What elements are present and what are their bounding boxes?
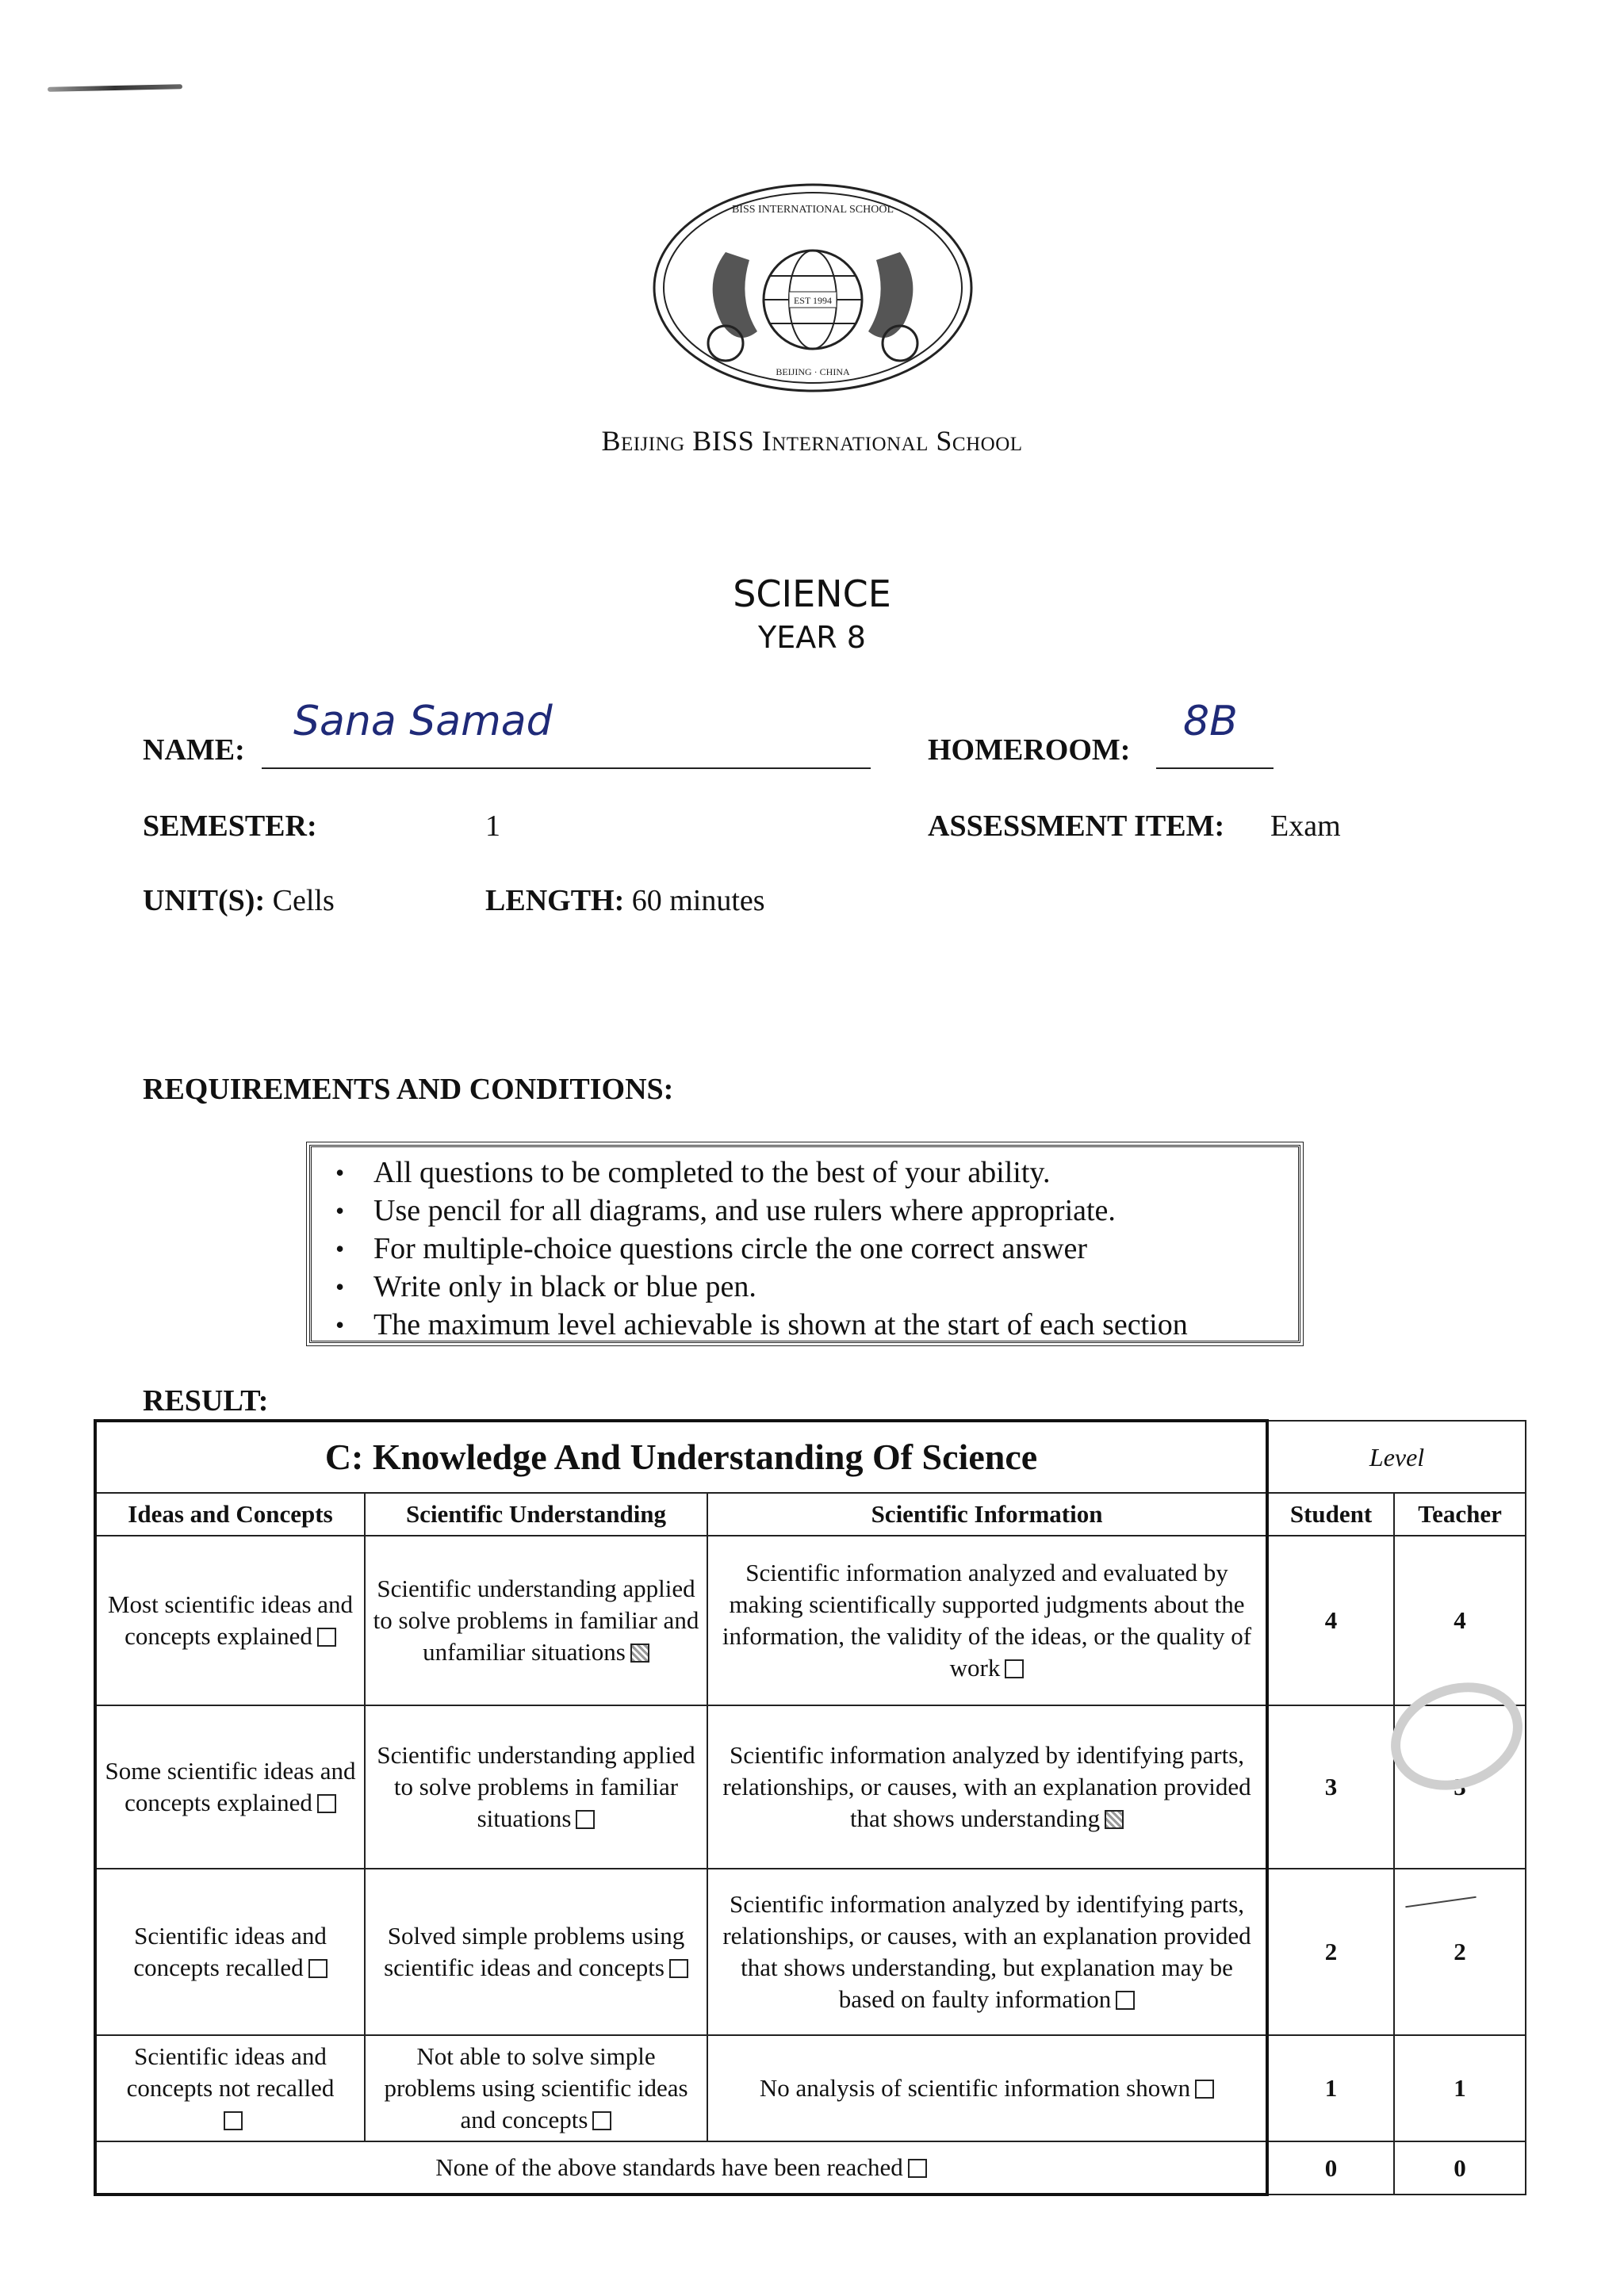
requirement-item: • The maximum level achievable is shown at the start of each section bbox=[326, 1306, 1298, 1344]
checkbox[interactable] bbox=[224, 2111, 243, 2130]
understanding-text: Scientific understanding applied to solve problems in familiar situations bbox=[377, 1741, 695, 1832]
understanding-cell bbox=[365, 1869, 707, 2035]
checkbox[interactable] bbox=[576, 1810, 595, 1829]
information-text: No analysis of scientific information shown bbox=[759, 2074, 1191, 2102]
information-cell bbox=[707, 1869, 1267, 2035]
level-header: Level bbox=[1267, 1421, 1526, 1493]
checkbox[interactable] bbox=[669, 1959, 688, 1978]
student-level: 4 bbox=[1267, 1536, 1394, 1705]
requirement-item: • All questions to be completed to the best of your ability. bbox=[326, 1154, 1298, 1192]
teacher-level: 4 bbox=[1394, 1536, 1526, 1705]
school-crest-logo bbox=[650, 181, 975, 395]
criterion-title: C: Knowledge And Understanding Of Science bbox=[95, 1421, 1267, 1493]
student-level: 3 bbox=[1267, 1705, 1394, 1869]
checkbox[interactable] bbox=[317, 1794, 336, 1813]
col-ideas-header: Ideas and Concepts bbox=[95, 1493, 365, 1536]
crest-bottom-text: BEIJING · CHINA bbox=[776, 366, 850, 377]
checkbox[interactable] bbox=[1116, 1991, 1135, 2010]
table-row bbox=[95, 1869, 1526, 2035]
semester-value: 1 bbox=[485, 809, 500, 843]
ideas-text: Scientific ideas and concepts recalled bbox=[133, 1922, 327, 1981]
information-text: Scientific information analyzed by identifying parts, relationships, or causes, with an explanation provided that shows understanding bbox=[722, 1741, 1251, 1832]
information-text: Scientific information analyzed and evaluated by making scientifically supported judgments about the information, the validity of the ideas, or the quality of work bbox=[722, 1559, 1252, 1682]
none-reached-text: None of the above standards have been reached bbox=[435, 2153, 903, 2181]
ideas-text: Scientific ideas and concepts not recalled bbox=[126, 2042, 335, 2102]
information-cell bbox=[707, 2035, 1267, 2141]
ideas-text: Most scientific ideas and concepts explained bbox=[107, 1590, 354, 1650]
ideas-cell bbox=[95, 1869, 365, 2035]
semester-label: SEMESTER: bbox=[143, 809, 317, 843]
rubric-table bbox=[94, 1419, 1526, 2196]
ideas-cell bbox=[95, 2035, 365, 2141]
name-underline bbox=[262, 767, 871, 769]
table-row bbox=[95, 2035, 1526, 2141]
understanding-text: Not able to solve simple problems using scientific ideas and concepts bbox=[384, 2042, 688, 2133]
requirements-list bbox=[312, 1147, 1298, 1344]
understanding-text: Solved simple problems using scientific ideas and concepts bbox=[384, 1922, 685, 1981]
requirement-item: • For multiple-choice questions circle the one correct answer bbox=[326, 1230, 1298, 1268]
year-level: YEAR 8 bbox=[758, 620, 866, 655]
length-label: LENGTH: bbox=[485, 884, 625, 917]
checkbox[interactable] bbox=[317, 1628, 336, 1647]
ideas-cell bbox=[95, 1705, 365, 1869]
information-cell bbox=[707, 1705, 1267, 1869]
checkbox[interactable] bbox=[592, 2111, 611, 2130]
table-row bbox=[95, 2141, 1526, 2195]
checkbox[interactable] bbox=[1005, 1659, 1024, 1678]
length-row bbox=[485, 883, 765, 918]
understanding-cell bbox=[365, 1536, 707, 1705]
assessment-value: Exam bbox=[1270, 809, 1341, 843]
checkbox-marked[interactable] bbox=[1105, 1810, 1124, 1829]
table-row bbox=[95, 1536, 1526, 1705]
none-reached-cell bbox=[95, 2141, 1267, 2195]
requirement-item: • Use pencil for all diagrams, and use rulers where appropriate. bbox=[326, 1192, 1298, 1230]
teacher-level: 2 bbox=[1394, 1869, 1526, 2035]
student-level: 1 bbox=[1267, 2035, 1394, 2141]
understanding-text: Scientific understanding applied to solve problems in familiar and unfamiliar situations bbox=[373, 1575, 699, 1666]
checkbox[interactable] bbox=[908, 2159, 927, 2178]
unit-row bbox=[143, 883, 335, 918]
col-student-header: Student bbox=[1267, 1493, 1394, 1536]
ideas-cell bbox=[95, 1536, 365, 1705]
checkbox[interactable] bbox=[1195, 2080, 1214, 2099]
result-title: RESULT: bbox=[143, 1384, 269, 1418]
teacher-level: 0 bbox=[1394, 2141, 1526, 2195]
information-text: Scientific information analyzed by identifying parts, relationships, or causes, with an explanation provided that shows understanding, but explanation may be based on faulty information bbox=[722, 1890, 1251, 2013]
subject-title: SCIENCE bbox=[733, 572, 891, 615]
understanding-cell bbox=[365, 1705, 707, 1869]
checkbox-marked[interactable] bbox=[630, 1644, 649, 1663]
scan-artifact bbox=[48, 84, 182, 92]
teacher-level: 3 bbox=[1394, 1705, 1526, 1869]
unit-value: Cells bbox=[272, 884, 335, 917]
checkbox[interactable] bbox=[308, 1959, 327, 1978]
length-value: 60 minutes bbox=[631, 884, 765, 917]
col-information-header: Scientific Information bbox=[707, 1493, 1267, 1536]
homeroom-label: HOMEROOM: bbox=[928, 733, 1131, 767]
name-label: NAME: bbox=[143, 733, 245, 767]
homeroom-value[interactable]: 8B bbox=[1183, 698, 1238, 745]
teacher-level: 1 bbox=[1394, 2035, 1526, 2141]
student-level: 0 bbox=[1267, 2141, 1394, 2195]
col-teacher-header: Teacher bbox=[1394, 1493, 1526, 1536]
school-name: Beijing BISS International School bbox=[601, 425, 1023, 457]
crest-est-text: EST 1994 bbox=[793, 295, 833, 306]
understanding-cell bbox=[365, 2035, 707, 2141]
requirements-box bbox=[309, 1145, 1300, 1343]
homeroom-underline bbox=[1156, 767, 1274, 769]
ideas-text: Some scientific ideas and concepts explained bbox=[105, 1757, 356, 1816]
requirements-title: REQUIREMENTS AND CONDITIONS: bbox=[143, 1073, 674, 1106]
requirement-item: • Write only in black or blue pen. bbox=[326, 1268, 1298, 1306]
information-cell bbox=[707, 1536, 1267, 1705]
name-value[interactable]: Sana Samad bbox=[293, 698, 553, 745]
col-understanding-header: Scientific Understanding bbox=[365, 1493, 707, 1536]
unit-label: UNIT(S): bbox=[143, 884, 266, 917]
student-level: 2 bbox=[1267, 1869, 1394, 2035]
crest-top-text: BISS INTERNATIONAL SCHOOL bbox=[731, 204, 894, 216]
assessment-label: ASSESSMENT ITEM: bbox=[928, 809, 1225, 843]
table-row bbox=[95, 1705, 1526, 1869]
